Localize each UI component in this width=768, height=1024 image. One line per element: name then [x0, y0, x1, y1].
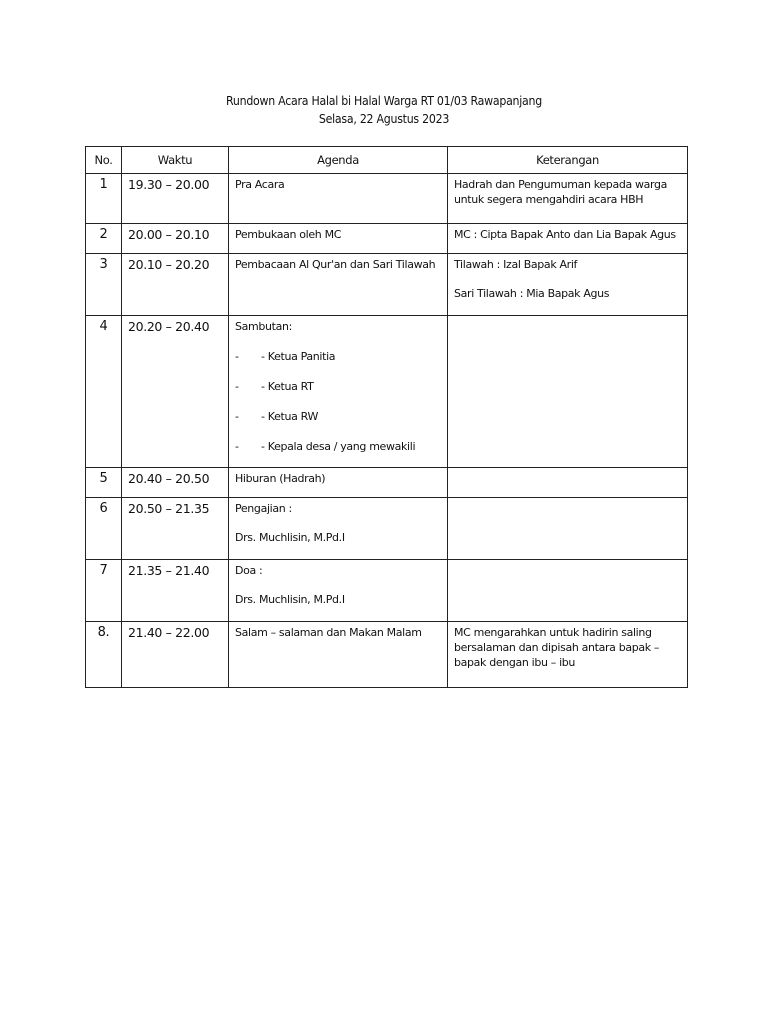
- document-title: Rundown Acara Halal bi Halal Warga RT 01/03 Rawapanjang: [226, 93, 542, 108]
- column-header-no: No.: [86, 147, 122, 174]
- note-line: MC mengarahkan untuk hadirin saling: [454, 626, 652, 639]
- list-item-text: - Ketua Panitia: [261, 350, 336, 363]
- row-agenda: [229, 224, 448, 254]
- table-row: [86, 560, 688, 622]
- row-number: 1: [86, 174, 122, 224]
- bullet-dash: -: [235, 440, 239, 453]
- agenda-text: Pengajian :: [235, 502, 292, 515]
- row-note: [448, 316, 688, 468]
- table-row: [86, 316, 688, 468]
- column-header-time: Waktu: [122, 147, 229, 174]
- agenda-text: Salam – salaman dan Makan Malam: [235, 626, 422, 639]
- list-item: [235, 379, 441, 394]
- row-number: 5: [86, 468, 122, 498]
- note-line: Sari Tilawah : Mia Bapak Agus: [454, 287, 610, 300]
- list-item-text: - Ketua RW: [261, 410, 318, 423]
- note-line: Tilawah : Izal Bapak Arif: [454, 258, 578, 271]
- bullet-dash: -: [235, 380, 239, 393]
- table-header-row: [86, 147, 688, 174]
- table-row: [86, 622, 688, 688]
- row-note: [448, 174, 688, 224]
- note-line: Hadrah dan Pengumuman kepada warga: [454, 178, 668, 191]
- row-time: 20.10 – 20.20: [122, 254, 229, 316]
- list-item-text: - Ketua RT: [261, 380, 314, 393]
- row-time: 21.40 – 22.00: [122, 622, 229, 688]
- row-time: 20.40 – 20.50: [122, 468, 229, 498]
- table-row: [86, 468, 688, 498]
- agenda-speaker: Drs. Muchlisin, M.Pd.I: [235, 531, 345, 544]
- row-time: 20.50 – 21.35: [122, 498, 229, 560]
- row-time: 20.00 – 20.10: [122, 224, 229, 254]
- row-agenda: [229, 316, 448, 468]
- row-time: 19.30 – 20.00: [122, 174, 229, 224]
- agenda-speaker: Drs. Muchlisin, M.Pd.I: [235, 593, 345, 606]
- agenda-text: Pembukaan oleh MC: [235, 228, 342, 241]
- list-item: [235, 349, 441, 364]
- row-note: [448, 560, 688, 622]
- row-agenda: [229, 254, 448, 316]
- row-note: [448, 622, 688, 688]
- table-row: [86, 498, 688, 560]
- list-item: [235, 409, 441, 424]
- row-number: 4: [86, 316, 122, 468]
- row-agenda: [229, 498, 448, 560]
- agenda-text: Pembacaan Al Qur'an dan Sari Tilawah: [235, 258, 436, 271]
- note-line: bapak dengan ibu – ibu: [454, 656, 576, 669]
- note-line: bersalaman dan dipisah antara bapak –: [454, 641, 660, 654]
- row-note: [448, 224, 688, 254]
- row-agenda: [229, 468, 448, 498]
- column-header-note: Keterangan: [448, 147, 688, 174]
- note-line: MC : Cipta Bapak Anto dan Lia Bapak Agus: [454, 228, 676, 241]
- note-line: untuk segera mengahdiri acara HBH: [454, 193, 644, 206]
- row-time: 20.20 – 20.40: [122, 316, 229, 468]
- table-row: [86, 254, 688, 316]
- row-note: [448, 468, 688, 498]
- agenda-text: Sambutan:: [235, 320, 292, 333]
- table-row: [86, 224, 688, 254]
- document-title-block: [0, 92, 768, 128]
- row-time: 21.35 – 21.40: [122, 560, 229, 622]
- list-item: [235, 439, 441, 454]
- row-note: [448, 498, 688, 560]
- rundown-table: [85, 146, 688, 688]
- row-number: 3: [86, 254, 122, 316]
- row-number: 2: [86, 224, 122, 254]
- row-number: 8.: [86, 622, 122, 688]
- row-agenda: [229, 174, 448, 224]
- agenda-text: Hiburan (Hadrah): [235, 472, 326, 485]
- agenda-text: Doa :: [235, 564, 263, 577]
- document-date: Selasa, 22 Agustus 2023: [318, 111, 450, 126]
- table-row: [86, 174, 688, 224]
- row-number: 7: [86, 560, 122, 622]
- row-agenda: [229, 560, 448, 622]
- row-agenda: [229, 622, 448, 688]
- column-header-agenda: Agenda: [229, 147, 448, 174]
- row-note: [448, 254, 688, 316]
- list-item-text: - Kepala desa / yang mewakili: [261, 440, 416, 453]
- bullet-dash: -: [235, 410, 239, 423]
- row-number: 6: [86, 498, 122, 560]
- agenda-text: Pra Acara: [235, 178, 285, 191]
- bullet-dash: -: [235, 350, 239, 363]
